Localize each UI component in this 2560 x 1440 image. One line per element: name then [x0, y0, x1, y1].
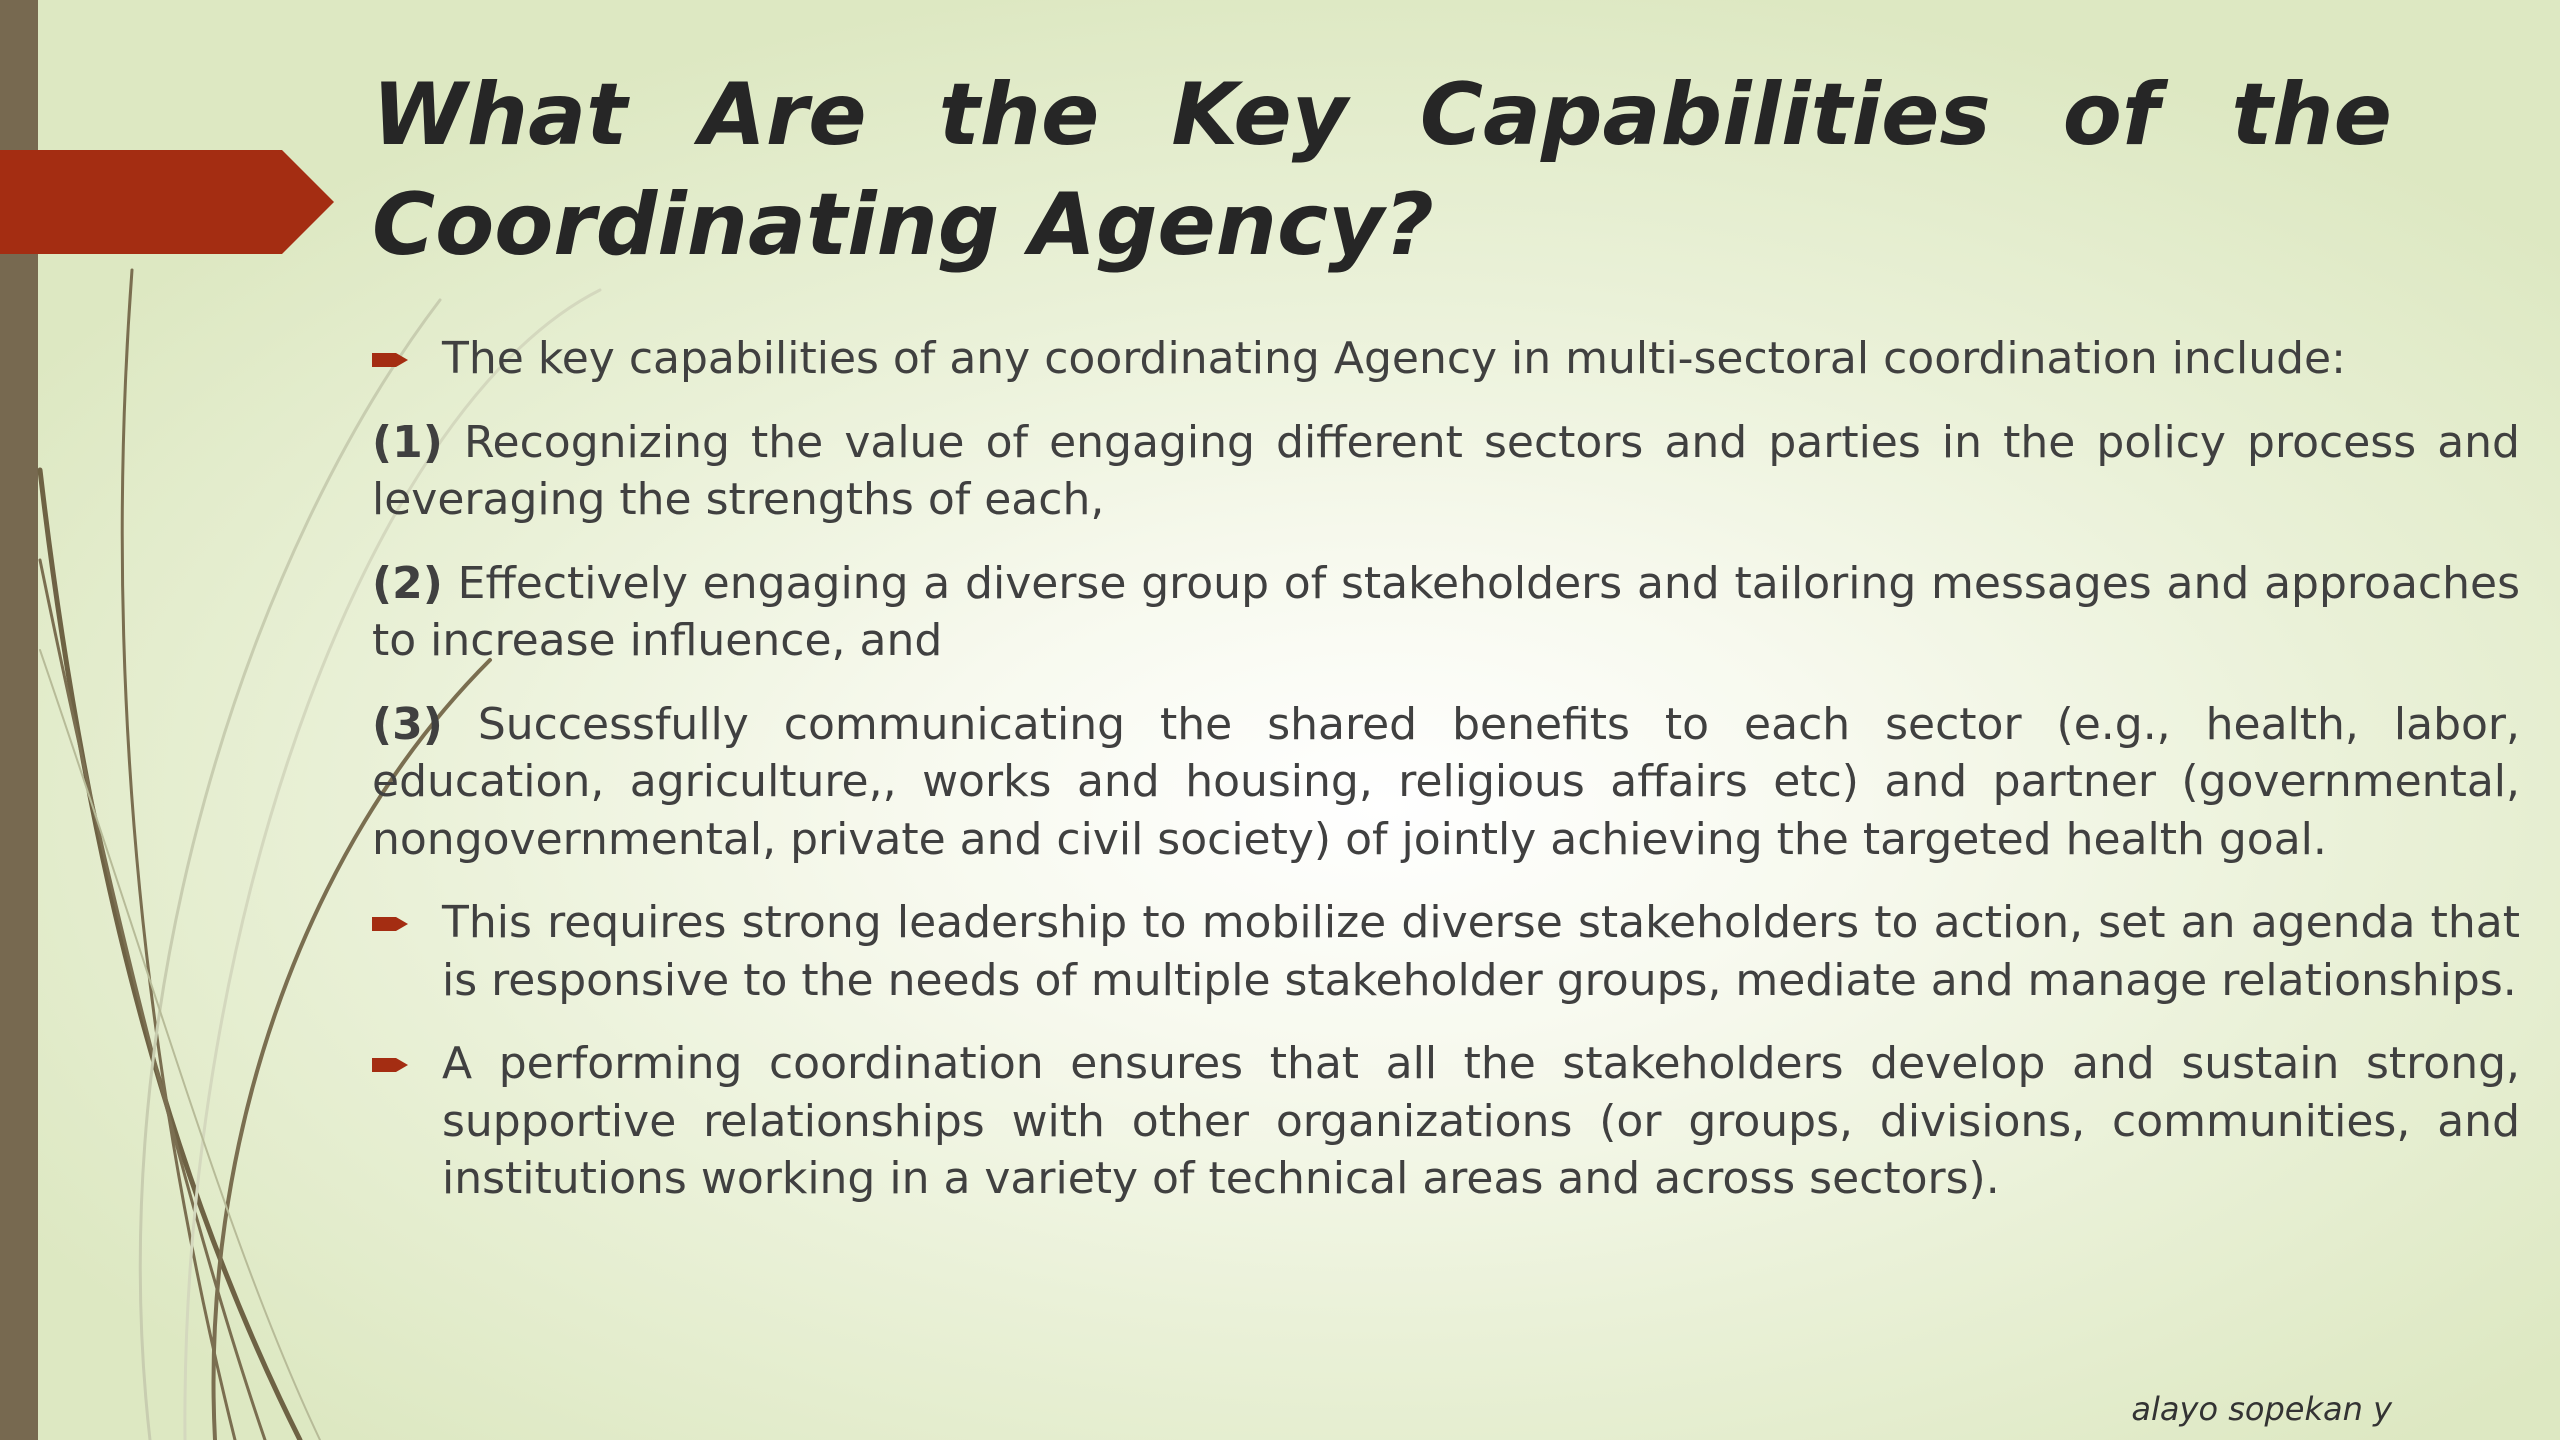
bullet-text: The key capabilities of any coordinating Agency in multi-sectoral coordination include: — [442, 333, 2346, 384]
item-number: (3) — [372, 698, 443, 750]
item-text: Effectively engaging a diverse group of stakeholders and tailoring messages and approaches to increase influence, and — [372, 557, 2520, 666]
numbered-paragraph — [372, 414, 2520, 529]
slide-title: What Are the Key Capabilities of the Coordinating Agency? — [372, 65, 2392, 275]
numbered-paragraph — [372, 696, 2520, 869]
slide-body — [372, 330, 2520, 1234]
bullet-text: This requires strong leadership to mobilize diverse stakeholders to action, set an agenda that is responsive to the needs of multiple stakeholder groups, mediate and manage relationships. — [442, 897, 2520, 1006]
arrow-bullet-icon — [372, 915, 408, 933]
bullet-paragraph — [372, 1035, 2520, 1208]
item-number: (1) — [372, 416, 443, 468]
item-text: Successfully communicating the shared benefits to each sector (e.g., health, labor, education, agriculture,, works and housing, religious affairs etc) and partner (governmental, nongovernmental, private and civil society) of jointly achieving the targeted health goal. — [372, 698, 2520, 865]
title-arrow-tab — [0, 150, 334, 254]
footer-author: alayo sopekan y — [2131, 1390, 2392, 1428]
arrow-bullet-icon — [372, 351, 408, 369]
bullet-text: A performing coordination ensures that all the stakeholders develop and sustain strong, supportive relationships with other organizations (or groups, divisions, communities, and institutions working in a variety of technical areas and across sectors). — [442, 1038, 2520, 1204]
item-number: (2) — [372, 557, 443, 609]
arrow-bullet-icon — [372, 1056, 408, 1074]
bullet-paragraph — [372, 330, 2520, 388]
bullet-paragraph — [372, 894, 2520, 1009]
item-text: Recognizing the value of engaging different sectors and parties in the policy process and leveraging the strengths of each, — [372, 416, 2520, 525]
numbered-paragraph — [372, 555, 2520, 670]
